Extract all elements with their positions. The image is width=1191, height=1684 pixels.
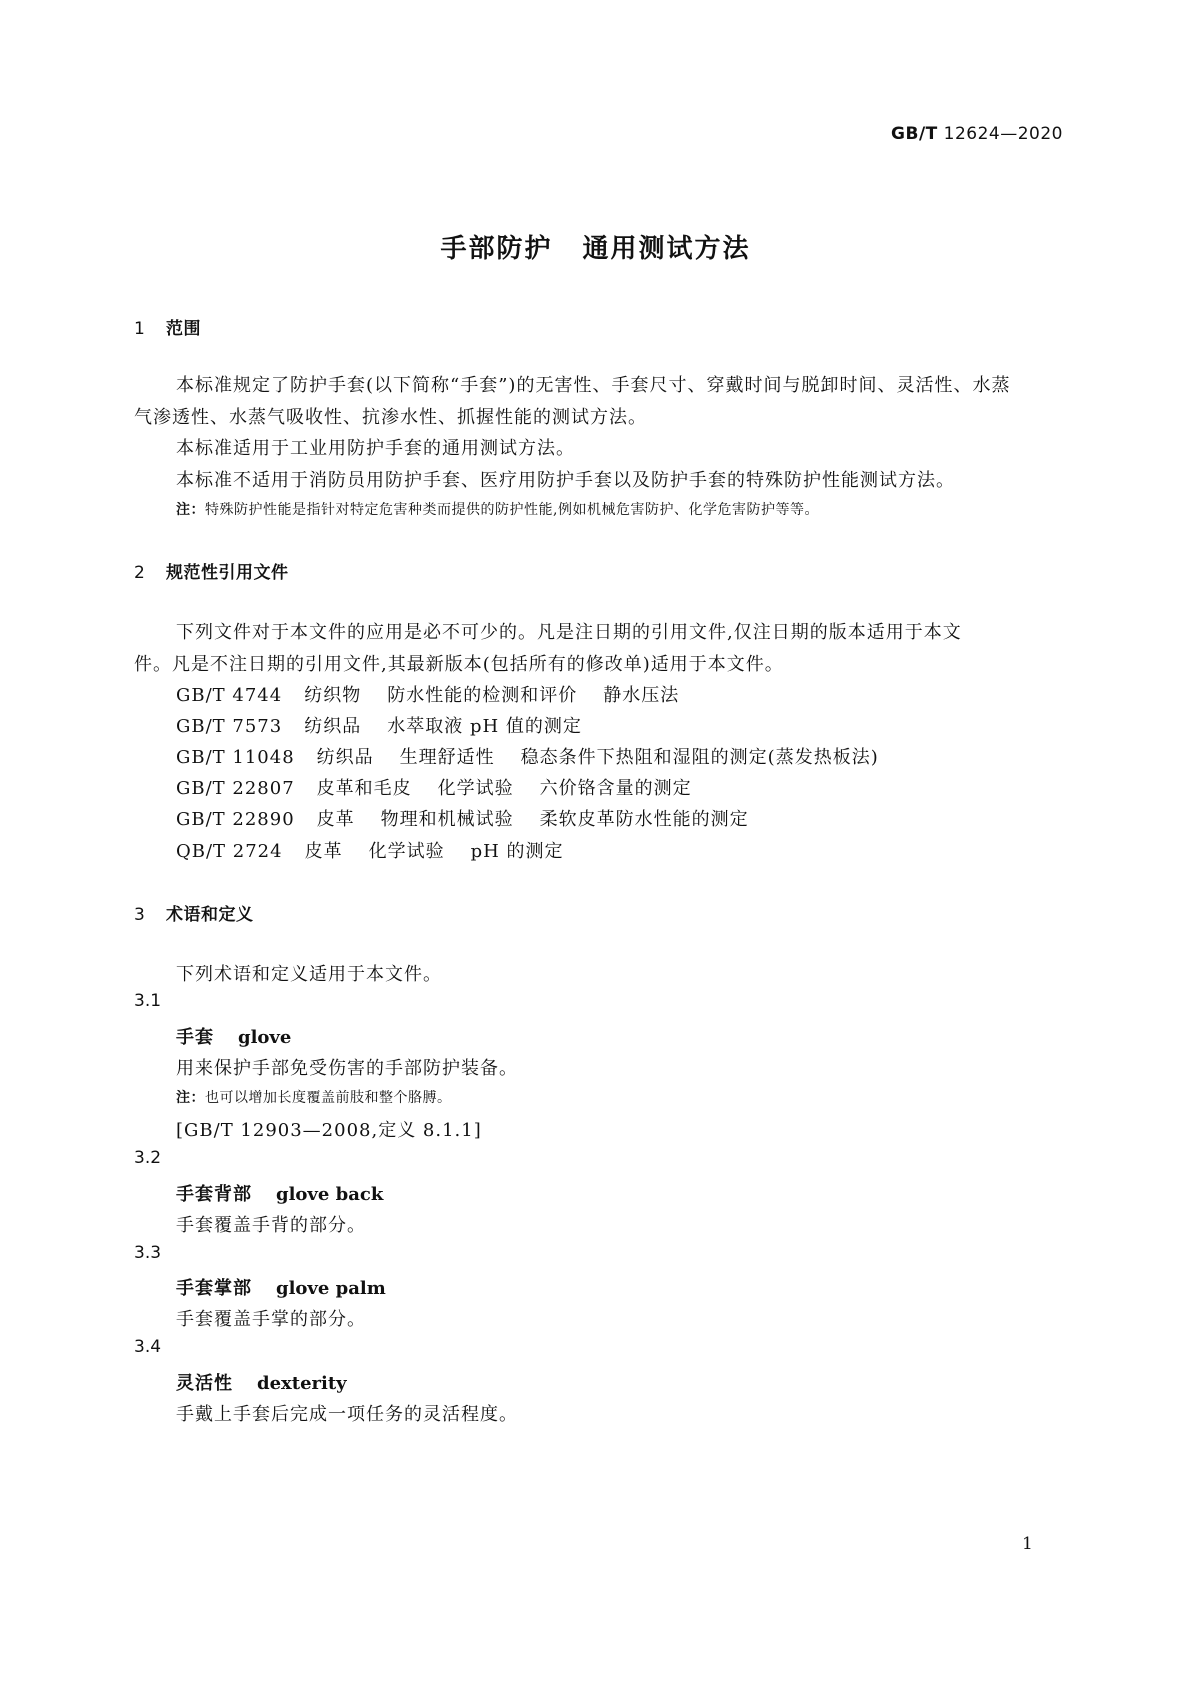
term-number: 3.2: [134, 1148, 162, 1168]
term-zh: 手套掌部: [176, 1278, 252, 1299]
reference-code: QB/T 2724: [176, 841, 283, 862]
reference-item: [176, 681, 705, 707]
reference-title-part: 纺织品: [316, 747, 374, 768]
reference-item: [176, 743, 905, 769]
section-title: 术语和定义: [166, 905, 254, 925]
term-definition: 用来保护手部免受伤害的手部防护装备。: [176, 1058, 518, 1079]
section-3-heading: [134, 900, 254, 925]
reference-title-part: 六价铬含量的测定: [539, 778, 692, 799]
term-en: glove palm: [276, 1278, 386, 1299]
reference-title-part: 水萃取液 pH 值的测定: [387, 716, 582, 737]
section-number: 1: [134, 319, 146, 339]
standard-code: GB/T: [891, 124, 938, 144]
reference-title-part: 皮革: [304, 841, 343, 862]
reference-title-part: pH 的测定: [470, 841, 564, 862]
reference-title-part: 生理舒适性: [399, 747, 495, 768]
reference-code: GB/T 7573: [176, 716, 283, 737]
reference-title-part: 纺织物: [304, 685, 362, 706]
section-title: 规范性引用文件: [166, 563, 289, 583]
reference-code: GB/T 22807: [176, 778, 295, 799]
note-label: 注：: [176, 502, 205, 518]
reference-code: GB/T 22890: [176, 809, 295, 830]
page-number: 1: [1022, 1534, 1033, 1554]
section-number: 3: [134, 905, 146, 925]
section-1-heading: [134, 314, 201, 339]
reference-title-part: 皮革和毛皮: [316, 778, 412, 799]
note-label: 注：: [176, 1090, 205, 1106]
section-number: 2: [134, 563, 146, 583]
term-source: [GB/T 12903—2008,定义 8.1.1]: [176, 1120, 482, 1141]
term-definition: 手套覆盖手背的部分。: [176, 1215, 366, 1236]
reference-item: [176, 837, 590, 863]
term-zh: 手套: [176, 1027, 214, 1048]
standard-number: 12624—2020: [943, 124, 1063, 144]
term-definition: 手套覆盖手掌的部分。: [176, 1309, 366, 1330]
paragraph: 下列术语和定义适用于本文件。: [176, 964, 442, 985]
reference-item: [176, 805, 775, 831]
paragraph: 下列文件对于本文件的应用是必不可少的。凡是注日期的引用文件,仅注日期的版本适用于本文: [176, 622, 962, 643]
term-heading: [176, 1180, 383, 1206]
note-text: 特殊防护性能是指针对特定危害种类而提供的防护性能,例如机械危害防护、化学危害防护等等。: [205, 502, 819, 518]
note: [176, 1087, 452, 1107]
term-zh: 手套背部: [176, 1184, 252, 1205]
term-heading: [176, 1369, 347, 1395]
paragraph: 本标准不适用于消防员用防护手套、医疗用防护手套以及防护手套的特殊防护性能测试方法。: [176, 470, 955, 491]
paragraph: 气渗透性、水蒸气吸收性、抗渗水性、抓握性能的测试方法。: [134, 407, 647, 428]
title-part-1: 手部防护: [440, 234, 553, 264]
title-part-2: 通用测试方法: [582, 234, 751, 264]
reference-title-part: 稳态条件下热阻和湿阻的测定(蒸发热板法): [520, 747, 879, 768]
standard-header: [891, 124, 1063, 144]
section-title: 范围: [166, 319, 201, 339]
reference-title-part: 柔软皮革防水性能的测定: [539, 809, 749, 830]
term-en: dexterity: [257, 1373, 347, 1394]
document-title: [0, 228, 1191, 265]
reference-title-part: 静水压法: [603, 685, 680, 706]
paragraph: 本标准适用于工业用防护手套的通用测试方法。: [176, 438, 575, 459]
note: [176, 499, 819, 519]
paragraph: 件。凡是不注日期的引用文件,其最新版本(包括所有的修改单)适用于本文件。: [134, 654, 784, 675]
term-number: 3.3: [134, 1243, 162, 1263]
reference-title-part: 化学试验: [368, 841, 445, 862]
reference-title-part: 纺织品: [304, 716, 362, 737]
term-zh: 灵活性: [176, 1373, 233, 1394]
term-definition: 手戴上手套后完成一项任务的灵活程度。: [176, 1404, 518, 1425]
reference-title-part: 物理和机械试验: [380, 809, 514, 830]
reference-code: GB/T 11048: [176, 747, 295, 768]
reference-code: GB/T 4744: [176, 685, 283, 706]
section-2-heading: [134, 558, 289, 583]
reference-title-part: 化学试验: [437, 778, 514, 799]
term-number: 3.4: [134, 1337, 162, 1357]
reference-item: [176, 774, 718, 800]
term-en: glove: [238, 1027, 292, 1048]
term-heading: [176, 1023, 291, 1049]
term-en: glove back: [276, 1184, 384, 1205]
paragraph: 本标准规定了防护手套(以下简称“手套”)的无害性、手套尺寸、穿戴时间与脱卸时间、灵活性、水蒸: [176, 375, 1011, 396]
reference-title-part: 防水性能的检测和评价: [387, 685, 578, 706]
note-text: 也可以增加长度覆盖前肢和整个胳膊。: [205, 1090, 452, 1106]
term-number: 3.1: [134, 991, 162, 1011]
reference-item: [176, 712, 608, 738]
reference-title-part: 皮革: [316, 809, 355, 830]
term-heading: [176, 1274, 386, 1300]
